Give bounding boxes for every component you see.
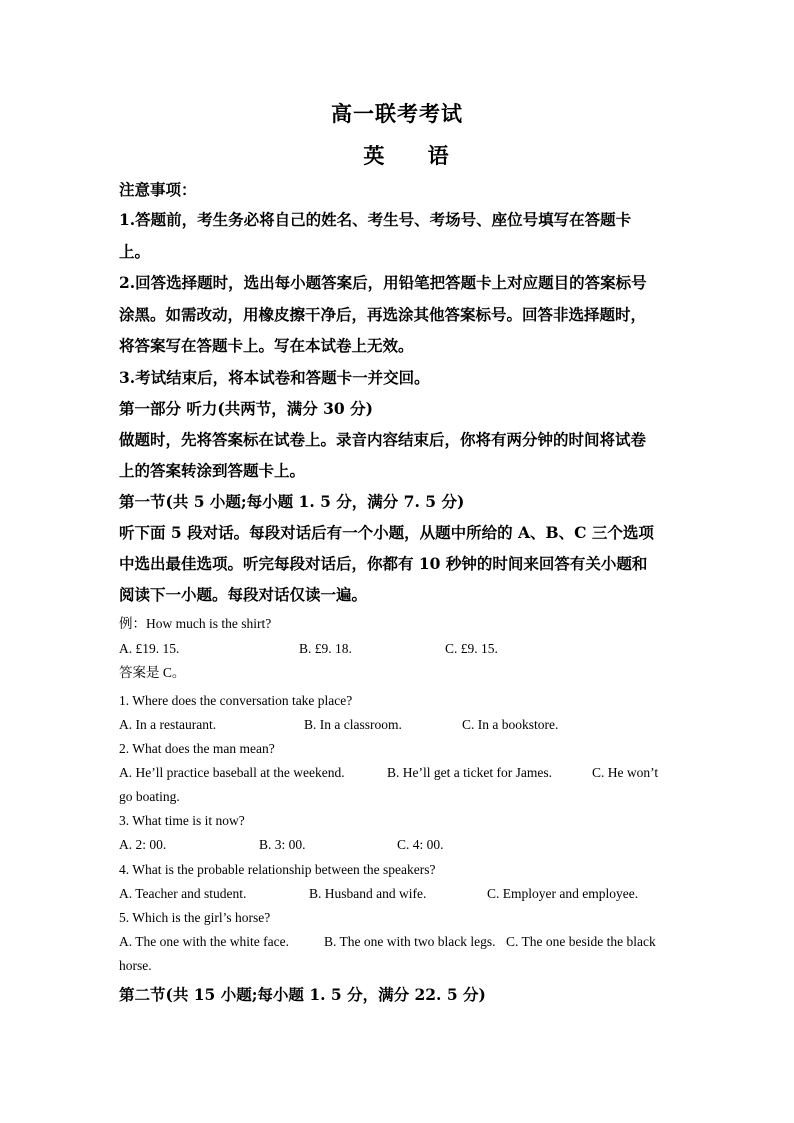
section1-instructions: 听下面 5 段对话。每段对话后有一个小题，从题中所给的 A、B、C 三个选项 bbox=[119, 523, 654, 542]
question-1-option-c: C. In a bookstore. bbox=[462, 717, 559, 732]
question-3-option-a: A. 2: 00. bbox=[119, 837, 167, 852]
question-1-option-b: B. In a classroom. bbox=[304, 717, 402, 732]
example-option-a: A. £19. 15. bbox=[119, 641, 180, 656]
question-2-option-a: A. He’ll practice baseball at the weekend. bbox=[119, 765, 345, 780]
question-5-option-c: C. The one beside the black bbox=[506, 934, 656, 949]
exam-subject: 英 语 bbox=[363, 143, 467, 168]
question-4-option-b: B. Husband and wife. bbox=[309, 886, 427, 901]
question-2: 2. What does the man mean? bbox=[119, 741, 275, 756]
question-5: 5. Which is the girl’s horse? bbox=[119, 910, 271, 925]
notice-item-2-cont-2: 将答案写在答题卡上。写在本试卷上无效。 bbox=[119, 336, 414, 355]
example-question: 例：How much is the shirt? bbox=[119, 616, 272, 631]
question-3-option-b: B. 3: 00. bbox=[259, 837, 306, 852]
question-2-option-c: C. He won’t bbox=[592, 765, 659, 780]
notice-item-1: 1.答题前，考生务必将自己的姓名、考生号、考场号、座位号填写在答题卡 bbox=[119, 210, 632, 229]
notice-item-2: 2.回答选择题时，选出每小题答案后，用铅笔把答题卡上对应题目的答案标号 bbox=[119, 273, 647, 292]
part1-intro: 做题时，先将答案标在试卷上。录音内容结束后，你将有两分钟的时间将试卷 bbox=[119, 430, 647, 449]
question-2-option-b: B. He’ll get a ticket for James. bbox=[387, 765, 552, 780]
question-3-option-c: C. 4: 00. bbox=[397, 837, 444, 852]
part1-intro-cont: 上的答案转涂到答题卡上。 bbox=[119, 461, 306, 480]
example-answer: 答案是 C。 bbox=[119, 665, 186, 680]
section1-instructions-cont-2: 阅读下一小题。每段对话仅读一遍。 bbox=[119, 585, 368, 604]
question-5-option-b: B. The one with two black legs. bbox=[324, 934, 496, 949]
question-5-option-a: A. The one with the white face. bbox=[119, 934, 289, 949]
question-1-option-a: A. In a restaurant. bbox=[119, 717, 217, 732]
question-1: 1. Where does the conversation take place? bbox=[119, 693, 353, 708]
notice-item-1-cont: 上。 bbox=[119, 242, 151, 261]
question-4-option-a: A. Teacher and student. bbox=[119, 886, 247, 901]
example-option-c: C. £9. 15. bbox=[445, 641, 498, 656]
notice-heading: 注意事项： bbox=[119, 180, 197, 199]
notice-item-3: 3.考试结束后，将本试卷和答题卡一并交回。 bbox=[119, 368, 430, 387]
part1-heading: 第一部分 听力(共两节，满分 30 分) bbox=[119, 399, 373, 418]
section2-heading: 第二节(共 15 小题;每小题 1. 5 分，满分 22. 5 分) bbox=[119, 985, 486, 1004]
section1-heading: 第一节(共 5 小题;每小题 1. 5 分，满分 7. 5 分) bbox=[119, 492, 465, 511]
exam-title: 高一联考考试 bbox=[331, 101, 463, 126]
question-5-option-c-cont: horse. bbox=[119, 958, 152, 973]
question-4: 4. What is the probable relationship between the speakers? bbox=[119, 862, 436, 877]
question-4-option-c: C. Employer and employee. bbox=[487, 886, 639, 901]
section1-instructions-cont-1: 中选出最佳选项。听完每段对话后，你都有 10 秒钟的时间来回答有关小题和 bbox=[119, 554, 648, 573]
question-2-option-c-cont: go boating. bbox=[119, 789, 180, 804]
notice-item-2-cont-1: 涂黑。如需改动，用橡皮擦干净后，再选涂其他答案标号。回答非选择题时， bbox=[119, 305, 647, 324]
example-option-b: B. £9. 18. bbox=[299, 641, 352, 656]
question-3: 3. What time is it now? bbox=[119, 813, 245, 828]
